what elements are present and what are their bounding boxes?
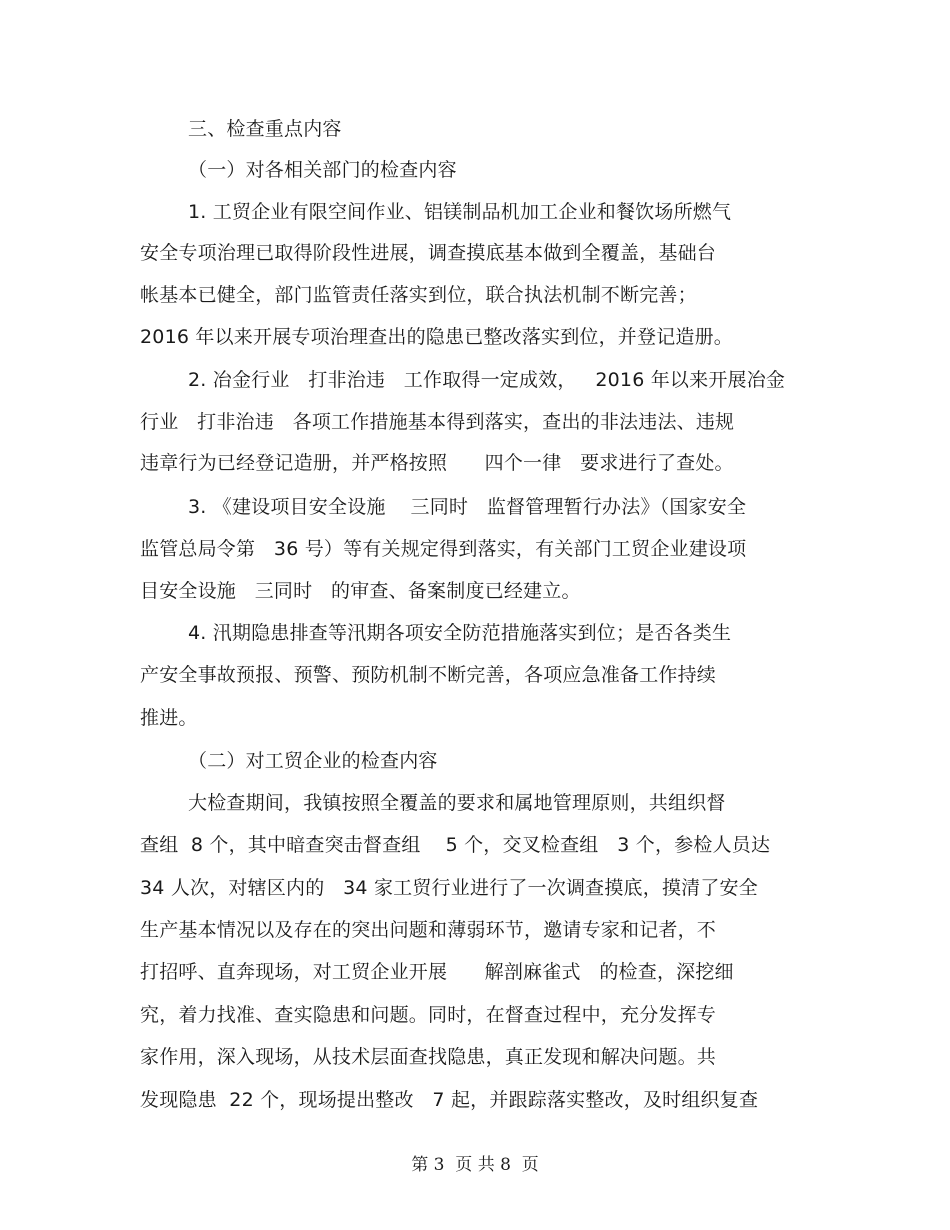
paragraph-line: 2. 冶金行业 打非治违 工作取得一定成效， 2016 年以来开展冶金	[188, 369, 786, 391]
paragraph-line: 产安全事故预报、预警、预防机制不断完善，各项应急准备工作持续	[140, 664, 717, 686]
paragraph-line: 目安全设施 三同时 的审查、备案制度已经建立。	[140, 580, 581, 602]
paragraph-line: 打招呼、直奔现场，对工贸企业开展 解剖麻雀式 的检查，深挖细	[140, 961, 734, 983]
paragraph-line: 行业 打非治违 各项工作措施基本得到落实，查出的非法违法、违规	[140, 411, 735, 433]
paragraph-line: 发现隐患 22 个，现场提出整改 7 起，并跟踪落实整改，及时组织复查	[140, 1089, 759, 1111]
paragraph-line: 大检查期间，我镇按照全覆盖的要求和属地管理原则，共组织督	[188, 792, 726, 814]
section-heading: 三、检查重点内容	[188, 118, 342, 140]
paragraph-line: 1. 工贸企业有限空间作业、铝镁制品机加工企业和餐饮场所燃气	[188, 201, 732, 223]
paragraph-line: 查组 8 个，其中暗查突击督查组 5 个，交叉检查组 3 个，参检人员达	[140, 834, 771, 856]
paragraph-line: 生产基本情况以及存在的突出问题和薄弱环节，邀请专家和记者，不	[140, 919, 717, 941]
paragraph-line: 违章行为已经登记造册，并严格按照 四个一律 要求进行了查处。	[140, 452, 734, 474]
page-number-footer: 第 3 页 共 8 页	[411, 1155, 539, 1175]
paragraph-line: 2016 年以来开展专项治理查出的隐患已整改落实到位，并登记造册。	[140, 326, 733, 348]
paragraph-line: 监管总局令第 36 号）等有关规定得到落实，有关部门工贸企业建设项	[140, 538, 747, 560]
paragraph-line: 安全专项治理已取得阶段性进展，调查摸底基本做到全覆盖，基础台	[140, 242, 717, 264]
paragraph-line: 34 人次，对辖区内的 34 家工贸行业进行了一次调查摸底，摸清了安全	[140, 877, 758, 899]
paragraph-line: 究，着力找准、查实隐患和问题。同时，在督查过程中，充分发挥专	[140, 1004, 717, 1026]
subsection-heading: （二）对工贸企业的检查内容	[188, 750, 438, 772]
paragraph-line: 家作用，深入现场，从技术层面查找隐患，真正发现和解决问题。共	[140, 1046, 717, 1068]
paragraph-line: 4. 汛期隐患排查等汛期各项安全防范措施落实到位；是否各类生	[188, 622, 732, 644]
paragraph-line: 推进。	[140, 707, 198, 729]
subsection-heading: （一）对各相关部门的检查内容	[188, 159, 457, 181]
paragraph-line: 3. 《建设项目安全设施 三同时 监督管理暂行办法》（国家安全	[188, 496, 747, 518]
paragraph-line: 帐基本已健全，部门监管责任落实到位，联合执法机制不断完善；	[140, 284, 697, 306]
